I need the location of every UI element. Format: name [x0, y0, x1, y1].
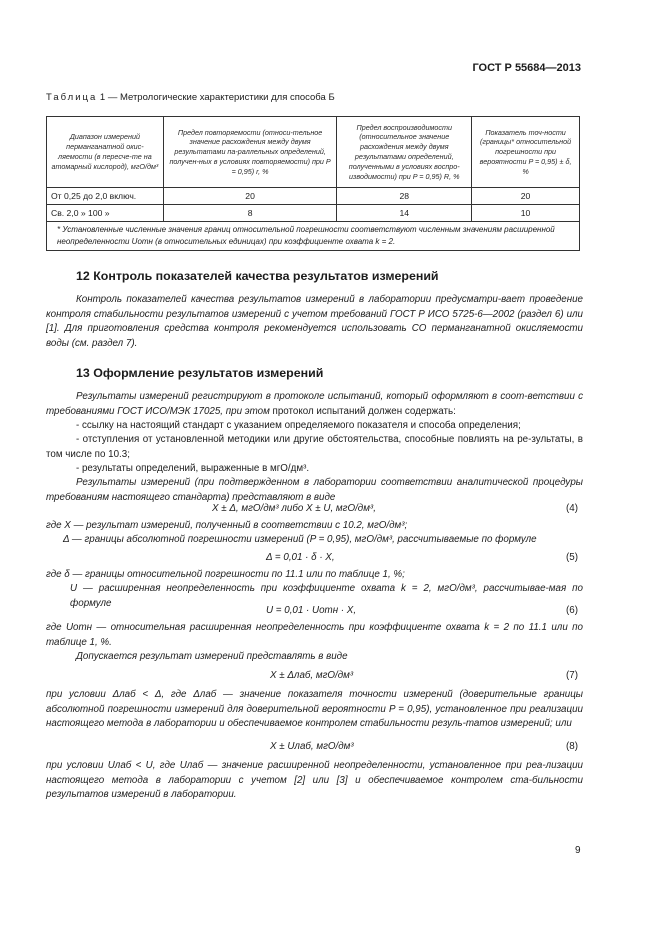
- header-accuracy: Показатель точ-ности (границы* относительной погрешности при вероятности P = 0,95) ± δ, %: [472, 117, 580, 188]
- table-cell: 28: [337, 188, 472, 205]
- page-number: 9: [575, 845, 581, 856]
- definition-u: U — расширенная неопределенность при коэффициенте охвата k = 2, мгО/дм³, рассчитывае-мая по формуле: [70, 583, 583, 609]
- equation-7-number: (7): [566, 670, 578, 681]
- table-cell: 14: [337, 205, 472, 222]
- table-cell: От 0,25 до 2,0 включ.: [47, 188, 164, 205]
- list-item: - ссылку на настоящий стандарт с указанием определяемого показателя и способа определения;: [76, 420, 521, 431]
- condition-8: при условии Uлаб < U, где Uлаб — значение расширенной неопределенности, установленное при реа-лизации настоящего метода в лаборатории с учетом [2] или [3] и обеспечиваемое контролем ста-бильности результатов измерений в лаборатории.: [46, 760, 583, 801]
- header-range: Диапазон измерений перманганатной окис-ляемости (в пересче-те на атомарный кислород), мгО/дм³: [47, 117, 164, 188]
- table-caption-number: 1: [99, 92, 106, 103]
- header-repeatability: Предел повторяемости (относи-тельное значение расхождения между двумя результатами па-раллельных определений, получен-ных в условиях повторяемости) при P = 0,95) r, %: [163, 117, 337, 188]
- table-caption-text: — Метрологические характеристики для способа Б: [107, 92, 335, 103]
- section-13-intro: [46, 390, 583, 419]
- section-13-title: 13 Оформление результатов измерений: [76, 366, 324, 380]
- table-cell: Св. 2,0 » 100 »: [47, 205, 164, 222]
- table-cell: 8: [163, 205, 337, 222]
- document-header: ГОСТ Р 55684—2013: [472, 62, 581, 74]
- section-12-title: 12 Контроль показателей качества результатов измерений: [76, 269, 439, 283]
- table-cell: 20: [472, 188, 580, 205]
- list-item: - отступления от установленной методики или другие обстоятельства, способные повлиять на ре-зультаты, в том числе по 10.3;: [46, 434, 583, 460]
- table-cell: 20: [163, 188, 337, 205]
- table-footnote-row: [47, 222, 580, 251]
- equation-6-number: (6): [566, 605, 578, 616]
- metrology-table: [46, 116, 580, 251]
- intro-rest: протокол испытаний должен содержать:: [272, 405, 456, 417]
- table-header-row: [47, 117, 580, 188]
- definition-uotn: где Uотн — относительная расширенная неопределенность при коэффициенте охвата k = 2 по 11.1 или по таблице 1, %.: [46, 622, 583, 648]
- table-cell: 10: [472, 205, 580, 222]
- equation-5-number: (5): [566, 552, 578, 563]
- definition-delta: Δ — границы абсолютной погрешности измерений (P = 0,95), мгО/дм³, рассчитываемые по формуле: [63, 534, 537, 545]
- table-row: [47, 188, 580, 205]
- list-item: - результаты определений, выраженные в мгО/дм³.: [76, 463, 310, 474]
- equation-6: U = 0,01 · Uотн · X,: [266, 605, 357, 616]
- equation-4-number: (4): [566, 503, 578, 514]
- intro-italic: Результаты измерений регистрируют в протоколе испытаний, который оформляют в соот-ветствии с требованиями ГОСТ ИСО/МЭК 17025, при этом: [46, 391, 583, 417]
- equation-8: X ± Uлаб, мгО/дм³: [270, 741, 354, 752]
- equation-4: X ± Δ, мгО/дм³ либо X ± U, мгО/дм³,: [212, 503, 376, 514]
- condition-7: при условии Δлаб < Δ, где Δлаб — значение показателя точности измерений (доверительные границы абсолютной погрешности измерений для доверительной вероятности P = 0,95), установленное при реализации настоящего метода в лаборатории и обеспечиваемое контролем стабильности резуль-татов измерений; или: [46, 689, 583, 730]
- table-caption-prefix: Таблица: [46, 92, 98, 103]
- equation-8-number: (8): [566, 741, 578, 752]
- alternative-intro: Допускается результат измерений представлять в виде: [76, 651, 348, 662]
- table-caption: [46, 92, 335, 103]
- table-footnote: * Установленные численные значения границ относительной погрешности соответствуют численным значениям расширенной неопределенности Uотн (в относительных единицах) при коэффициенте охвата k = 2.: [47, 222, 580, 251]
- header-reproducibility: Предел воспроизводимости (относительное значение расхождения между двумя результатами определений, полученными в условиях воспро-изводимости) при P = 0,95) R, %: [337, 117, 472, 188]
- equation-5: Δ = 0,01 · δ · X,: [266, 552, 335, 563]
- results-paragraph: Результаты измерений (при подтвержденном в лаборатории соответствии аналитической процедуры требованиям настоящего стандарта) представляют в виде: [46, 477, 583, 503]
- equation-7: X ± Δлаб, мгО/дм³: [270, 670, 354, 681]
- table-row: [47, 205, 580, 222]
- section-12-paragraph: Контроль показателей качества результатов измерений в лаборатории предусматри-вает проведение контроля стабильности результатов измерений с учетом требований ГОСТ Р ИСО 5725-6—2002 (раздел 6) или [1]. Для приготовления средства контроля рекомендуется использовать СО перманганатной окисляемости воды (см. раздел 7).: [46, 294, 583, 349]
- definition-delta-rel: где δ — границы относительной погрешности по 11.1 или по таблице 1, %;: [46, 569, 405, 580]
- definition-x: где X — результат измерений, полученный в соответствии с 10.2, мгО/дм³;: [46, 520, 408, 531]
